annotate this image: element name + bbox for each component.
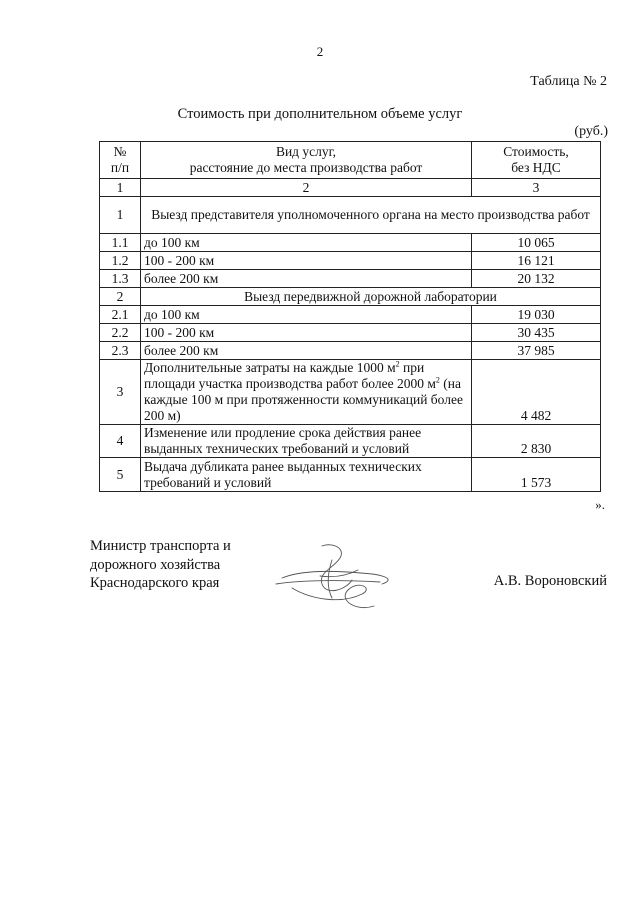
row-price: 1 573 xyxy=(472,458,601,492)
column-number: 2 xyxy=(141,179,472,197)
row-service: 100 - 200 км xyxy=(141,252,472,270)
header-service-line2: расстояние до места производства работ xyxy=(189,160,423,175)
table-row xyxy=(100,342,601,360)
row-price: 19 030 xyxy=(472,306,601,324)
row-price: 4 482 xyxy=(472,360,601,425)
row-price: 20 132 xyxy=(472,270,601,288)
signature-image xyxy=(262,540,402,616)
table-header-row xyxy=(100,142,601,179)
row-num: 2.1 xyxy=(100,306,141,324)
header-num-line1: № xyxy=(113,144,127,159)
row-service: более 200 км xyxy=(141,342,472,360)
unit-label: (руб.) xyxy=(574,124,608,139)
row-num: 3 xyxy=(100,360,141,425)
row-service xyxy=(141,360,472,425)
row-service-part: (на каждые 100 м при протяженности коммуникаций более 200 м) xyxy=(144,376,463,423)
superscript: 2 xyxy=(395,359,400,369)
row-service: Изменение или продление срока действия ранее выданных технических требований и условий xyxy=(141,425,472,458)
table-row xyxy=(100,306,601,324)
row-service: до 100 км xyxy=(141,306,472,324)
row-service-part: при площади участка производства работ более 2000 м xyxy=(144,360,436,391)
table-row xyxy=(100,252,601,270)
row-num: 4 xyxy=(100,425,141,458)
column-number: 1 xyxy=(100,179,141,197)
row-num: 2.2 xyxy=(100,324,141,342)
services-table xyxy=(99,141,601,492)
table-row xyxy=(100,288,601,306)
header-service xyxy=(141,142,472,179)
row-num: 1.3 xyxy=(100,270,141,288)
header-price xyxy=(472,142,601,179)
row-service: 100 - 200 км xyxy=(141,324,472,342)
section-title: Выезд представителя уполномоченного органа на место производства работ xyxy=(141,197,601,234)
row-price: 10 065 xyxy=(472,234,601,252)
table-row xyxy=(100,360,601,425)
row-num: 5 xyxy=(100,458,141,492)
row-price: 30 435 xyxy=(472,324,601,342)
page-number: 2 xyxy=(316,44,324,59)
row-num: 1.2 xyxy=(100,252,141,270)
signer-title-line2: дорожного хозяйства xyxy=(90,556,221,573)
table-title: Стоимость при дополнительном объеме услуг xyxy=(177,106,463,122)
table-label: Таблица № 2 xyxy=(530,74,607,89)
signer-title xyxy=(90,537,231,593)
table-row xyxy=(100,458,601,492)
signer-title-line1: Министр транспорта и xyxy=(90,538,231,554)
table-row xyxy=(100,270,601,288)
column-numbers-row xyxy=(100,179,601,197)
row-service: более 200 км xyxy=(141,270,472,288)
row-num: 2.3 xyxy=(100,342,141,360)
row-price: 37 985 xyxy=(472,342,601,360)
table-row xyxy=(100,234,601,252)
superscript: 2 xyxy=(435,375,440,385)
header-num-line2: п/п xyxy=(110,160,130,175)
row-num: 1.1 xyxy=(100,234,141,252)
header-num xyxy=(100,142,141,179)
table-row xyxy=(100,197,601,234)
signer-name: А.В. Вороновский xyxy=(493,573,607,589)
row-service-part: Дополнительные затраты на каждые 1000 м xyxy=(144,360,396,375)
header-service-line1: Вид услуг, xyxy=(275,144,337,159)
signer-title-line3: Краснодарского края xyxy=(90,575,220,591)
row-price: 2 830 xyxy=(472,425,601,458)
row-service: до 100 км xyxy=(141,234,472,252)
row-num: 2 xyxy=(100,288,141,306)
column-number: 3 xyxy=(472,179,601,197)
table-row xyxy=(100,324,601,342)
row-num: 1 xyxy=(100,197,141,234)
row-service: Выдача дубликата ранее выданных технических требований и условий xyxy=(141,458,472,492)
section-title: Выезд передвижной дорожной лаборатории xyxy=(141,288,601,306)
header-price-line1: Стоимость, xyxy=(503,144,569,159)
header-price-line2: без НДС xyxy=(511,160,561,175)
closing-quote: ». xyxy=(595,497,605,512)
row-price: 16 121 xyxy=(472,252,601,270)
table-row xyxy=(100,425,601,458)
